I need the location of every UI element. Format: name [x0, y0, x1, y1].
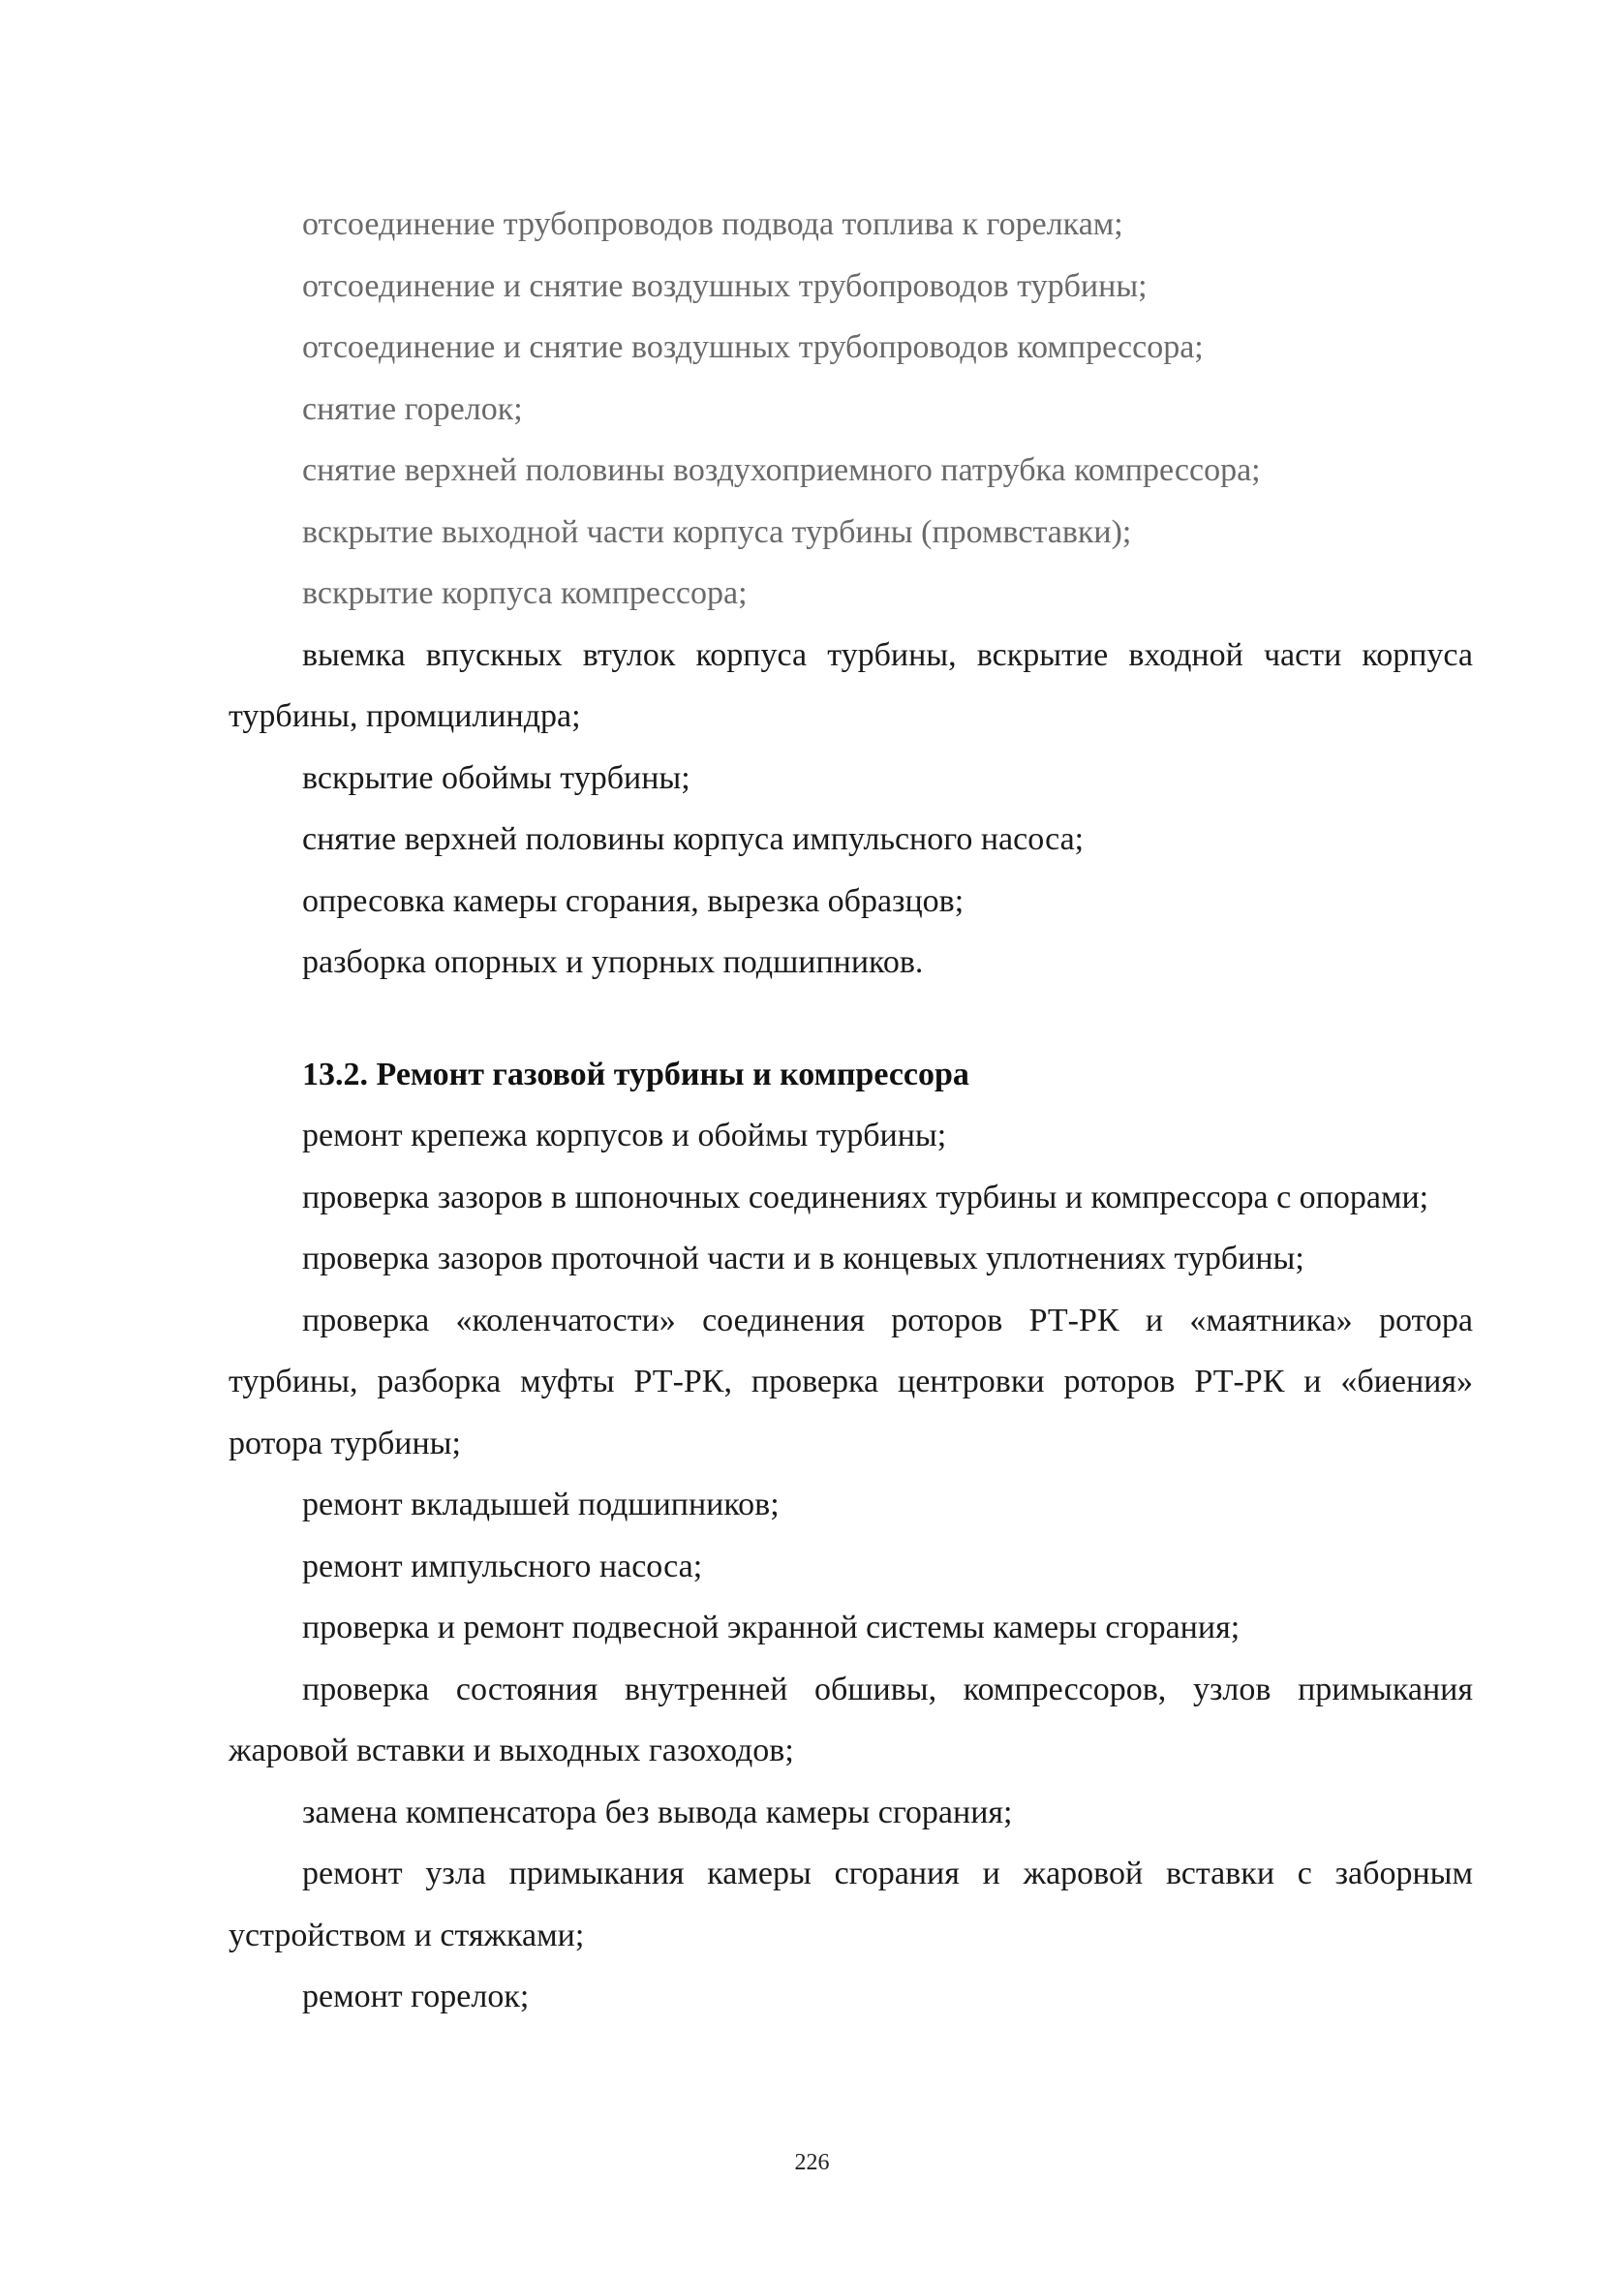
- list-item: снятие верхней половины воздухоприемного патрубка компрессора;: [302, 452, 1261, 488]
- list-item: проверка «коленчатости» соединения роторов РТ-РК и «маятника» ротора турбины, разборка муфты РТ-РК, проверка центровки роторов РТ-РК и «биения» ротора турбины;: [229, 1302, 1473, 1461]
- list-item: выемка впускных втулок корпуса турбины, вскрытие входной части корпуса турбины, промцилиндра;: [229, 636, 1473, 734]
- page-number: 226: [794, 2150, 830, 2175]
- list-item: проверка зазоров в шпоночных соединениях турбины и компрессора с опорами;: [302, 1179, 1429, 1215]
- list-item: вскрытие обоймы турбины;: [302, 759, 690, 796]
- list-item: ремонт крепежа корпусов и обоймы турбины;: [302, 1118, 947, 1153]
- list-item: отсоединение и снятие воздушных трубопроводов компрессора;: [302, 329, 1204, 365]
- list-item: снятие верхней половины корпуса импульсного насоса;: [302, 821, 1085, 857]
- body-text: [229, 194, 1473, 2028]
- list-item: ремонт вкладышей подшипников;: [302, 1487, 780, 1522]
- list-item: опресовка камеры сгорания, вырезка образцов;: [302, 882, 965, 919]
- list-item: отсоединение трубопроводов подвода топлива к горелкам;: [302, 206, 1123, 242]
- list-item: ремонт узла примыкания камеры сгорания и жаровой вставки с заборным устройством и стяжками;: [229, 1856, 1473, 1953]
- list-item: проверка зазоров проточной части и в концевых уплотнениях турбины;: [302, 1241, 1304, 1276]
- list-item: проверка состояния внутренней обшивы, компрессоров, узлов примыкания жаровой вставки и выходных газоходов;: [229, 1671, 1473, 1768]
- list-item: вскрытие корпуса компрессора;: [302, 575, 748, 611]
- list-item: вскрытие выходной части корпуса турбины (промвставки);: [302, 513, 1132, 550]
- list-item: снятие горелок;: [302, 390, 523, 427]
- section-heading: 13.2. Ремонт газовой турбины и компрессора: [302, 1056, 969, 1092]
- list-item: ремонт импульсного насоса;: [302, 1548, 703, 1584]
- list-item: разборка опорных и упорных подшипников.: [302, 944, 924, 980]
- list-item: замена компенсатора без вывода камеры сгорания;: [302, 1794, 1013, 1830]
- list-item: ремонт горелок;: [302, 1979, 530, 2014]
- list-item: проверка и ремонт подвесной экранной системы камеры сгорания;: [302, 1610, 1241, 1645]
- list-item: отсоединение и снятие воздушных трубопроводов турбины;: [302, 267, 1148, 304]
